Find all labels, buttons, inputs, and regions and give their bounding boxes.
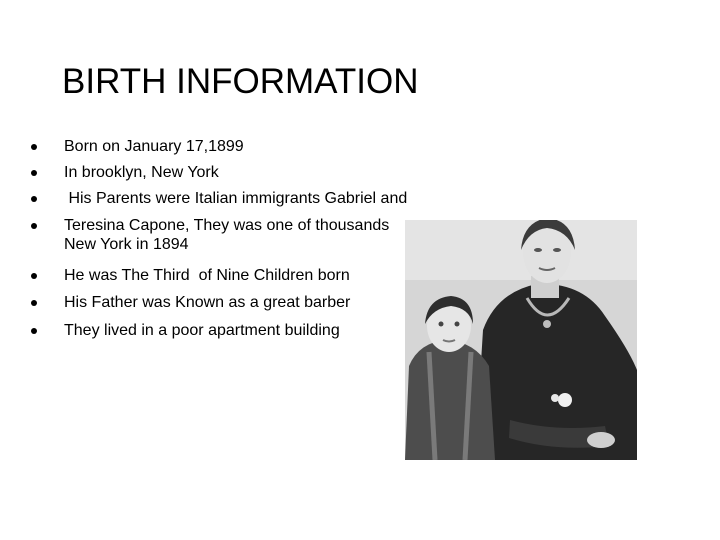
bullet-text: In brooklyn, New York: [64, 164, 219, 181]
bullet-text-continuation: New York in 1894: [64, 236, 189, 253]
bullet-text: Teresina Capone, They was one of thousands: [64, 217, 390, 234]
bullet-dot-icon: [31, 273, 37, 279]
family-photo-illustration: [405, 220, 637, 460]
bullet-dot-icon: [31, 196, 37, 202]
bullet-dot-icon: [31, 328, 37, 334]
bullet-text: His Parents were Italian immigrants Gabriel and: [64, 190, 408, 207]
bullet-dot-icon: [31, 144, 37, 150]
slide-title: BIRTH INFORMATION: [62, 62, 419, 101]
bullet-text: They lived in a poor apartment building: [64, 322, 340, 339]
bullet-dot-icon: [31, 170, 37, 176]
bullet-text: Born on January 17,1899: [64, 138, 244, 155]
bullet-text: His Father was Known as a great barber: [64, 294, 351, 311]
bullet-text: He was The Third of Nine Children born: [64, 267, 350, 284]
bullet-dot-icon: [31, 300, 37, 306]
family-photo: [405, 220, 637, 460]
bullet-dot-icon: [31, 223, 37, 229]
